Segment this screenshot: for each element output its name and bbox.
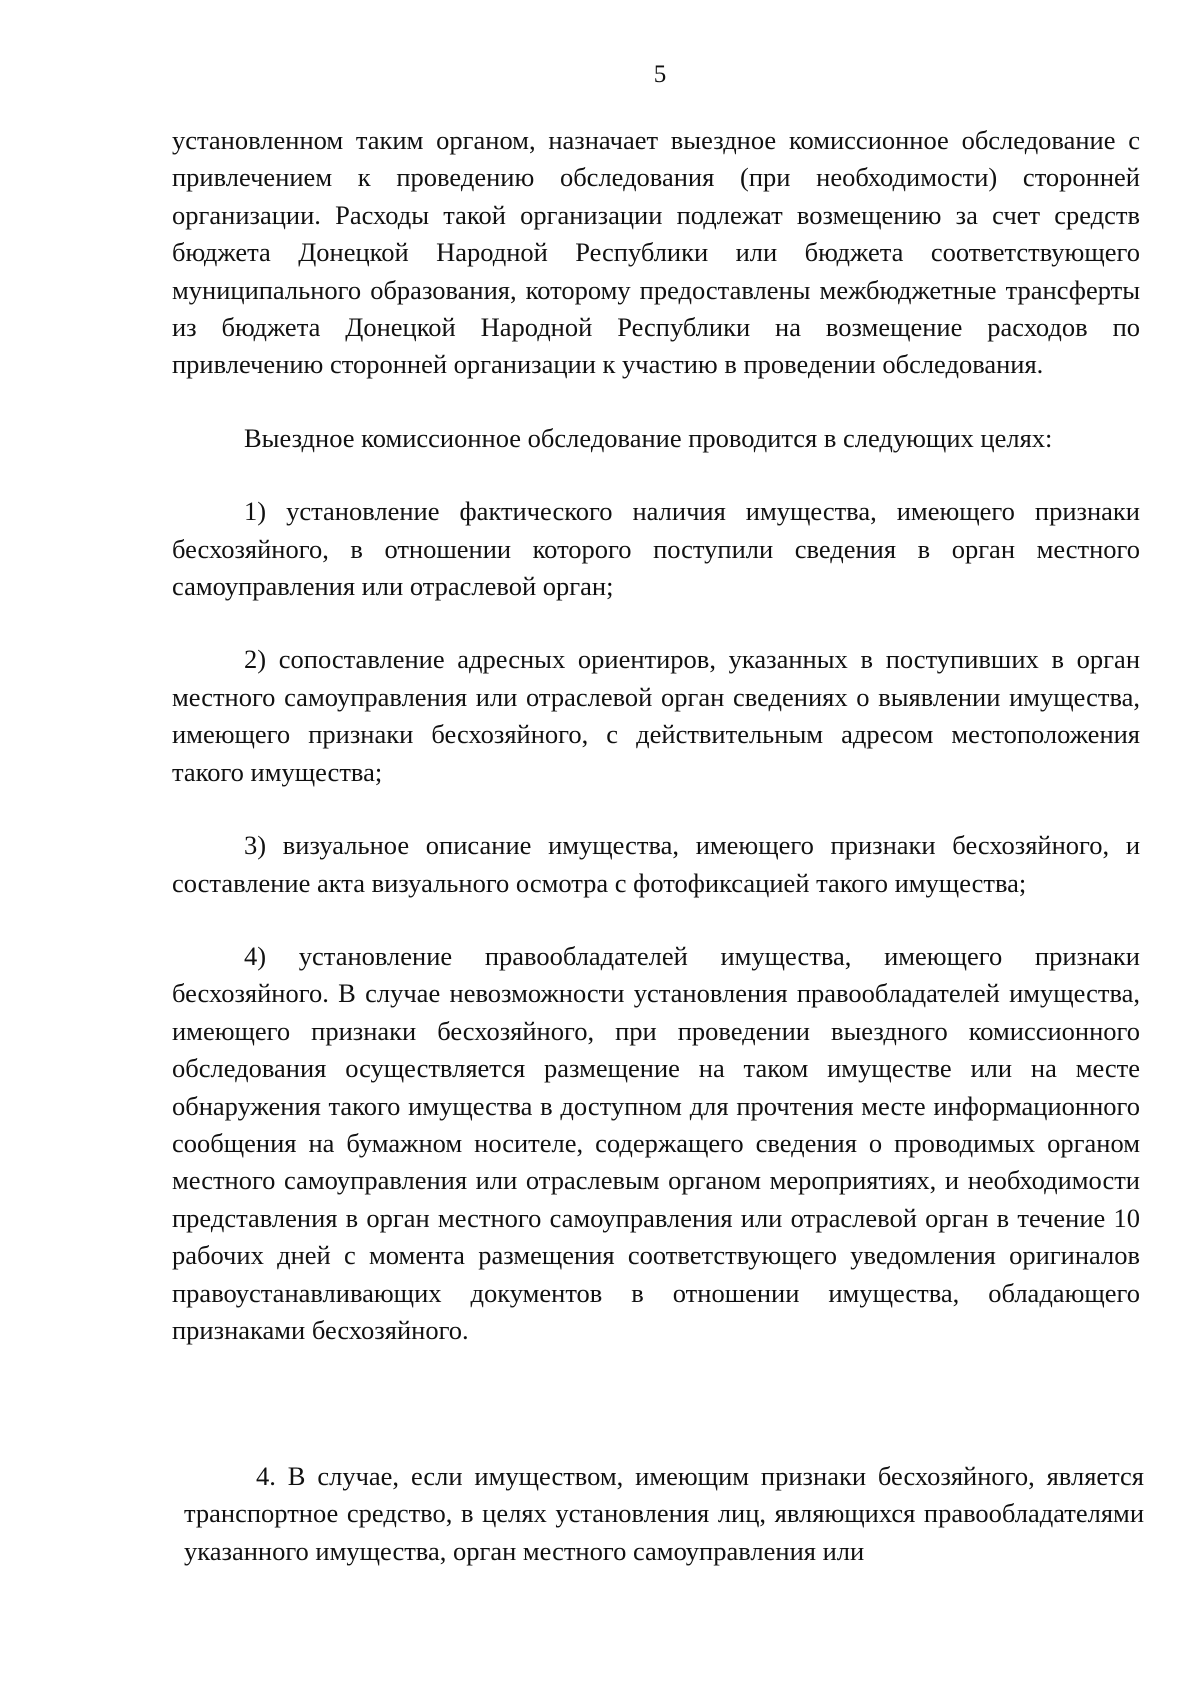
page-number: 5 bbox=[653, 61, 667, 88]
document-body bbox=[172, 122, 1140, 1349]
paragraph-goal-4: 4) установление правообладателей имущества, имеющего признаки бесхозяйного. В случае невозможности установления правообладателей имущества, имеющего признаки бесхозяйного, при проведении выездного комиссионного обследования осуществляется размещение на таком имуществе или на месте обнаружения такого имущества в доступном для прочтения месте информационного сообщения на бумажном носителе, содержащего сведения о проводимых органом местного самоуправления или отраслевым органом мероприятиях, и необходимости представления в орган местного самоуправления или отраслевой орган в течение 10 рабочих дней с момента размещения соответствующего уведомления оригиналов правоустанавливающих документов в отношении имущества, обладающего признаками бесхозяйного. bbox=[172, 940, 1140, 1345]
paragraph-goal-2: 2) сопоставление адресных ориентиров, указанных в поступивших в орган местного самоуправления или отраслевой орган сведениях о выявлении имущества, имеющего признаки бесхозяйного, с действительным адресом местоположения такого имущества; bbox=[172, 644, 1140, 787]
paragraph-goal-3: 3) визуальное описание имущества, имеющего признаки бесхозяйного, и составление акта визуального осмотра с фотофиксацией такого имущества; bbox=[172, 830, 1140, 898]
paragraph-section-4: 4. В случае, если имуществом, имеющим признаки бесхозяйного, является транспортное средство, в целях установления лиц, являющихся правообладателями указанного имущества, орган местного самоуправления или bbox=[184, 1461, 1144, 1566]
section-4-block bbox=[184, 1458, 1144, 1570]
paragraph-goal-1: 1) установление фактического наличия имущества, имеющего признаки бесхозяйного, в отношении которого поступили сведения в орган местного самоуправления или отраслевой орган; bbox=[172, 496, 1140, 602]
paragraph-continuation: установленном таким органом, назначает выездное комиссионное обследование с привлечением к проведению обследования (при необходимости) сторонней организации. Расходы такой организации подлежат возмещению за счет средств бюджета Донецкой Народной Республики или бюджета соответствующего муниципального образования, которому предоставлены межбюджетные трансферты из бюджета Донецкой Народной Республики на возмещение расходов по привлечению сторонней организации к участию в проведении обследования. bbox=[172, 125, 1140, 380]
paragraph-goals-intro: Выездное комиссионное обследование проводится в следующих целях: bbox=[244, 422, 1053, 453]
